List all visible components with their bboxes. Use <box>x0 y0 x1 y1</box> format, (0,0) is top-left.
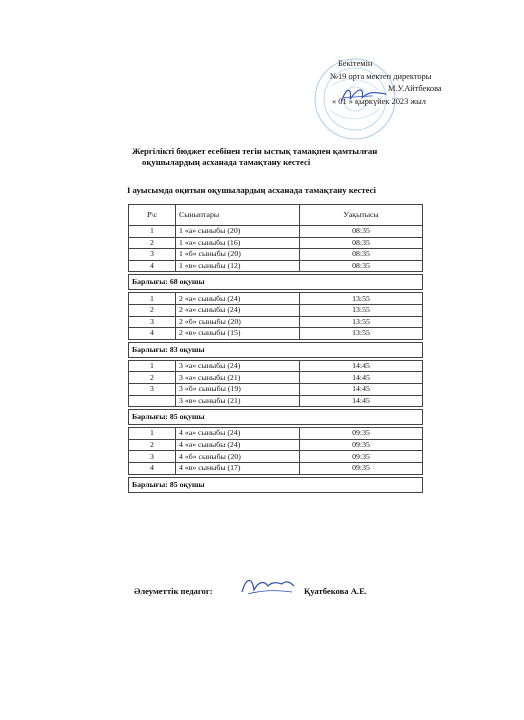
table-row <box>129 428 423 440</box>
row-time: 08:35 <box>300 260 423 272</box>
row-class: 1 «ә» сыныбы (16) <box>176 237 300 249</box>
row-number: 3 <box>129 249 176 261</box>
table-row <box>129 293 423 305</box>
title-line-2: оқушылардың асханада тамақтану кестесі <box>142 157 311 167</box>
row-time: 13:55 <box>300 304 423 316</box>
row-class: 1 «б» сыныбы (20) <box>176 249 300 261</box>
title-line-1: Жергілікті бюджет есебінен тегін ыстық тамақпен қамтылған <box>132 146 378 156</box>
row-number: 4 <box>129 328 176 340</box>
group-total: Барлығы: 85 оқушы <box>129 410 423 425</box>
row-number <box>129 395 176 407</box>
approval-line-2: №19 орта мектеп директоры <box>330 71 432 81</box>
table-row <box>129 260 423 272</box>
header-classes: Сыныптары <box>176 205 300 226</box>
row-number: 3 <box>129 451 176 463</box>
row-number: 4 <box>129 462 176 474</box>
row-class: 4 «в» сыныбы (17) <box>176 462 300 474</box>
approval-line-1: Бекітемін <box>338 59 373 68</box>
row-number: 1 <box>129 226 176 238</box>
header-time: Уақытысы <box>300 205 423 226</box>
row-time: 14:45 <box>300 395 423 407</box>
table-row <box>129 383 423 395</box>
group-total: Барлығы: 68 оқушы <box>129 275 423 290</box>
row-number: 4 <box>129 260 176 272</box>
group-total-row <box>129 342 423 357</box>
approval-line-4: « 01 » қыркүйек 2023 жыл <box>332 96 426 106</box>
table-row <box>129 451 423 463</box>
row-class: 2 «в» сыныбы (15) <box>176 328 300 340</box>
row-number: 1 <box>129 360 176 372</box>
table-row <box>129 304 423 316</box>
table-row <box>129 249 423 261</box>
row-time: 08:35 <box>300 237 423 249</box>
row-class: 3 «а» сыныбы (24) <box>176 360 300 372</box>
row-number: 2 <box>129 237 176 249</box>
table-row <box>129 439 423 451</box>
row-time: 14:45 <box>300 372 423 384</box>
row-class: 1 «а» сыныбы (20) <box>176 226 300 238</box>
footer-signature-line <box>134 586 367 596</box>
row-number: 2 <box>129 304 176 316</box>
row-time: 08:35 <box>300 226 423 238</box>
row-number: 3 <box>129 316 176 328</box>
row-number: 2 <box>129 439 176 451</box>
row-class: 4 «ә» сыныбы (24) <box>176 439 300 451</box>
table-header-row <box>129 205 423 226</box>
table-row <box>129 372 423 384</box>
row-time: 14:45 <box>300 360 423 372</box>
row-time: 08:35 <box>300 249 423 261</box>
row-time: 13:55 <box>300 328 423 340</box>
row-number: 3 <box>129 383 176 395</box>
meal-schedule-table <box>128 204 423 493</box>
table-row <box>129 328 423 340</box>
footer-name: Қуатбекова А.Е. <box>304 586 367 596</box>
group-total: Барлығы: 85 оқушы <box>129 477 423 492</box>
row-time: 13:55 <box>300 293 423 305</box>
header-number: Р\с <box>129 205 176 226</box>
table-row <box>129 395 423 407</box>
row-time: 09:35 <box>300 462 423 474</box>
table-row <box>129 226 423 238</box>
row-class: 2 «а» сыныбы (24) <box>176 293 300 305</box>
table-row <box>129 237 423 249</box>
footer-role: Әлеуметтік педагог: <box>134 586 213 596</box>
row-class: 2 «б» сыныбы (20) <box>176 316 300 328</box>
approval-line-3: М.У.Айтбекова <box>388 84 442 94</box>
row-time: 09:35 <box>300 428 423 440</box>
table-row <box>129 360 423 372</box>
row-time: 14:45 <box>300 383 423 395</box>
pedagogue-signature-icon <box>238 572 298 602</box>
schedule-subtitle: I ауысымда оқитын оқушылардың асханада тамақтану кестесі <box>127 185 376 195</box>
row-class: 3 «в» сыныбы (21) <box>176 395 300 407</box>
row-number: 1 <box>129 428 176 440</box>
row-number: 2 <box>129 372 176 384</box>
group-total-row <box>129 410 423 425</box>
row-class: 4 «а» сыныбы (24) <box>176 428 300 440</box>
table-row <box>129 462 423 474</box>
row-class: 3 «ә» сыныбы (21) <box>176 372 300 384</box>
row-number: 1 <box>129 293 176 305</box>
row-time: 09:35 <box>300 439 423 451</box>
group-total-row <box>129 477 423 492</box>
row-class: 4 «б» сыныбы (20) <box>176 451 300 463</box>
row-time: 13:55 <box>300 316 423 328</box>
group-total-row <box>129 275 423 290</box>
row-class: 2 «ә» сыныбы (24) <box>176 304 300 316</box>
row-time: 09:35 <box>300 451 423 463</box>
table-row <box>129 316 423 328</box>
group-total: Барлығы: 83 оқушы <box>129 342 423 357</box>
document-title <box>132 146 432 168</box>
row-class: 3 «б» сыныбы (19) <box>176 383 300 395</box>
approval-block <box>330 58 500 108</box>
row-class: 1 «в» сыныбы (12) <box>176 260 300 272</box>
